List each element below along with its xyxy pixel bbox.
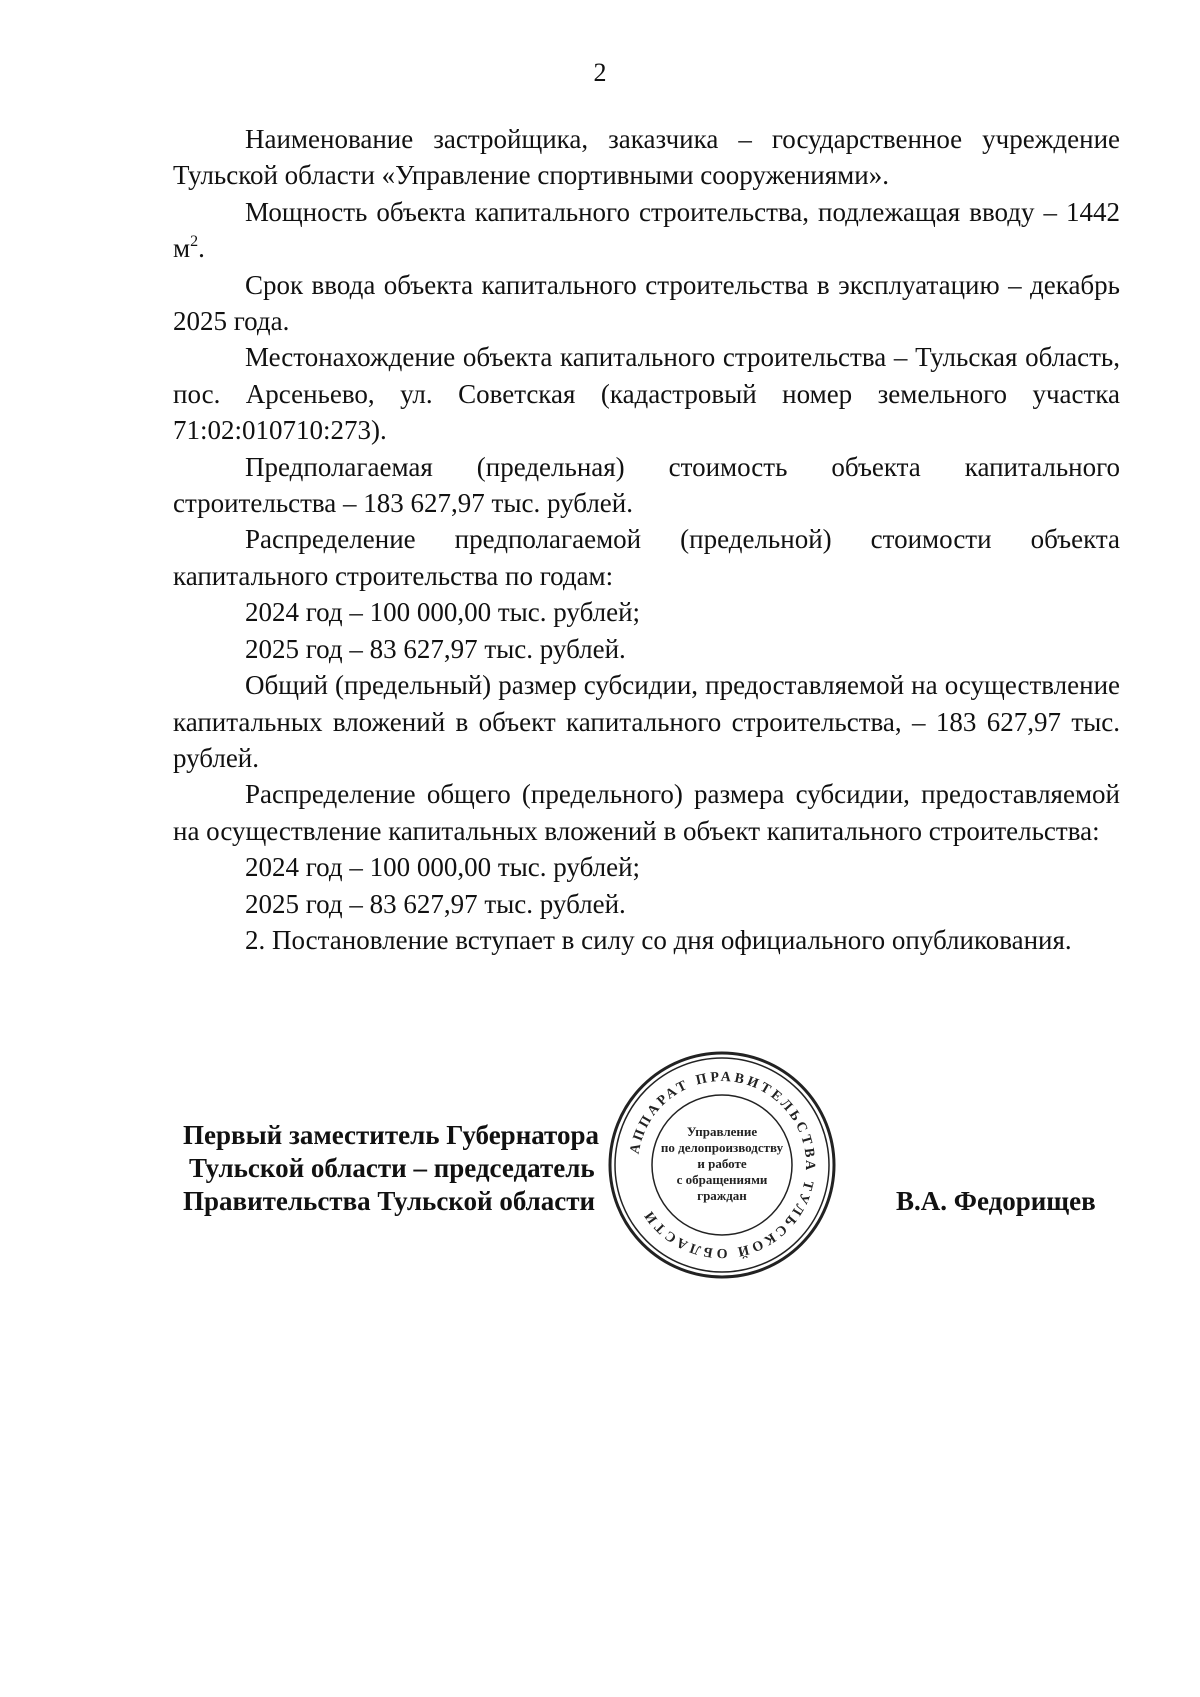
signer-name: В.А. Федорищев xyxy=(896,1186,1096,1216)
document-body xyxy=(173,121,1120,958)
paragraph-developer: Наименование застройщика, заказчика – государственное учреждение Тульской области «Управление спортивными сооружениями». xyxy=(173,124,1120,191)
paragraph-cost-distribution: Распределение предполагаемой (предельной) стоимости объекта капитального строительства по годам: xyxy=(173,524,1120,591)
stamp-line: с обращениями xyxy=(676,1172,768,1187)
paragraph-effective: 2. Постановление вступает в силу со дня официального опубликования. xyxy=(245,924,1072,955)
signer-title-line: Правительства Тульской области xyxy=(183,1186,596,1216)
paragraph-subsidy-2024: 2024 год – 100 000,00 тыс. рублей; xyxy=(245,852,641,883)
page-number: 2 xyxy=(593,58,607,87)
paragraph-deadline: Срок ввода объекта капитального строительства в эксплуатацию – декабрь 2025 года. xyxy=(173,269,1120,337)
paragraph-capacity: Мощность объекта капитального строительства, подлежащая вводу – 1442 $м^2$. xyxy=(173,196,1120,264)
signer-title-line: Первый заместитель Губернатора xyxy=(183,1120,599,1150)
paragraph-estimated-cost: Предполагаемая (предельная) стоимость объекта капитального строительства – 183 627,97 тыс. рублей. xyxy=(173,451,1120,519)
stamp-ring-text: АППАРАТ ПРАВИТЕЛЬСТВА ТУЛЬСКОЙ ОБЛАСТИ xyxy=(627,1069,818,1261)
stamp-line: по делопроизводству xyxy=(660,1140,784,1155)
paragraph-year-2025: 2025 год – 83 627,97 тыс. рублей. xyxy=(245,633,626,664)
stamp-center-text xyxy=(634,1124,810,1204)
signer-title xyxy=(183,1119,599,1218)
superscript: 2 xyxy=(190,233,199,251)
stamp-line: граждан xyxy=(697,1188,747,1203)
stamp-line: и работе xyxy=(697,1156,747,1171)
signer-title-line: Тульской области – председатель xyxy=(189,1153,595,1183)
paragraph-subsidy-distribution: Распределение общего (предельного) размера субсидии, предоставляемой на осуществление капитальных вложений в объект капитального строительства: xyxy=(173,779,1120,846)
paragraph-location: Местонахождение объекта капитального строительства – Тульская область, пос. Арсеньево, ул. Советская (кадастровый номер земельного участка 71:02:010710:273). xyxy=(173,342,1120,446)
paragraph-subsidy-2025: 2025 год – 83 627,97 тыс. рублей. xyxy=(245,888,626,919)
paragraph-subsidy-total: Общий (предельный) размер субсидии, предоставляемой на осуществление капитальных вложений в объект капитального строительства, – 183 627,97 тыс. рублей. xyxy=(173,670,1120,773)
paragraph-year-2024: 2024 год – 100 000,00 тыс. рублей; xyxy=(245,597,641,628)
stamp-line: Управление xyxy=(686,1124,758,1139)
